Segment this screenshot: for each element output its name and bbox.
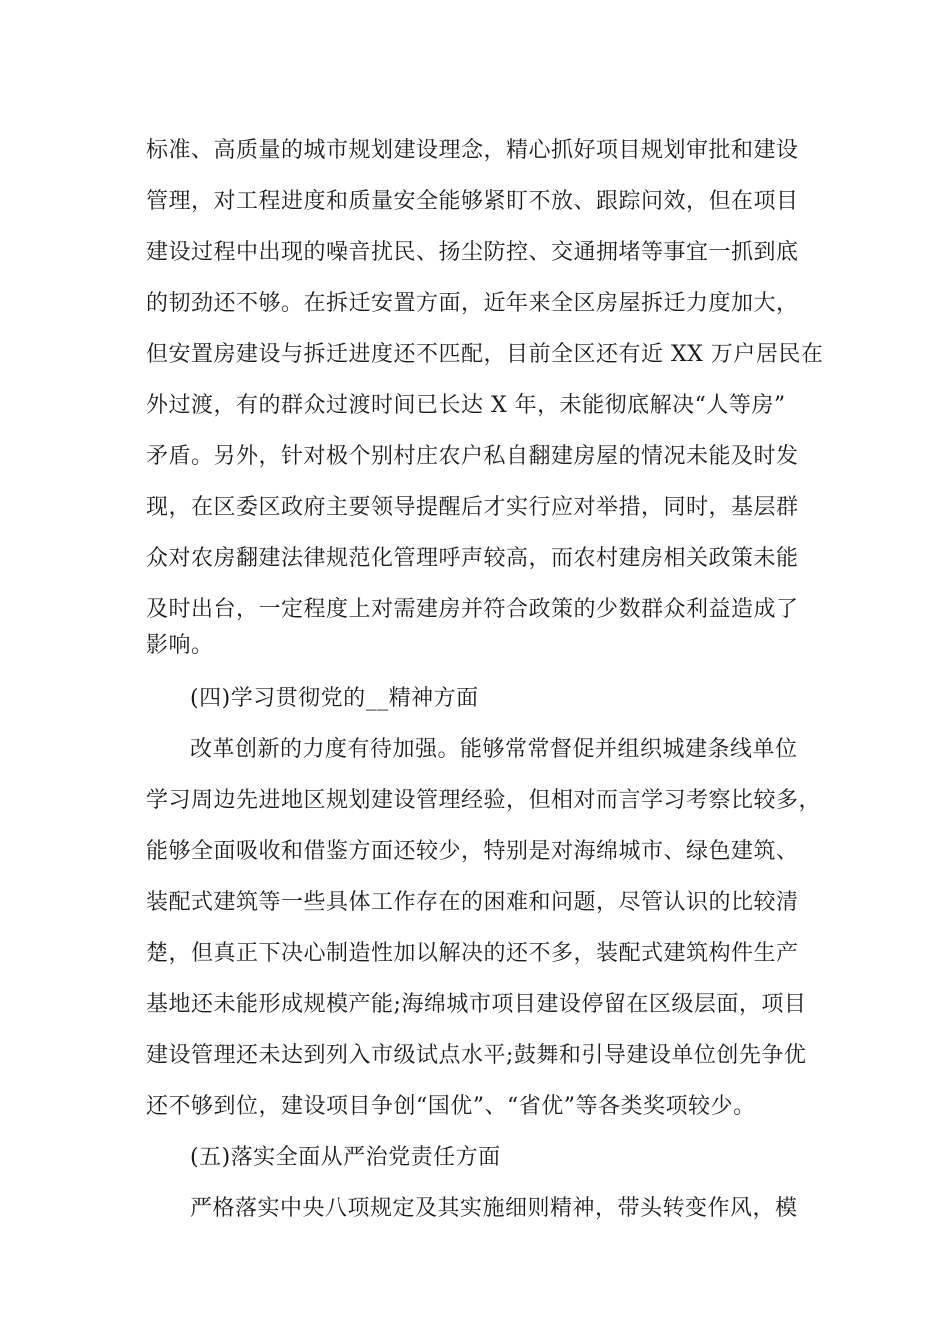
paragraph-line: 管理，对工程进度和质量安全能够紧盯不放、跟踪问效，但在项目 [146, 189, 799, 214]
paragraph-line: 标准、高质量的城市规划建设理念，精心抓好项目规划审批和建设 [146, 138, 799, 163]
paragraph-line: 能够全面吸收和借鉴方面还较少，特别是对海绵城市、绿色建筑、 [146, 839, 799, 864]
section-heading-5: (五)落实全面从严治党责任方面 [190, 1145, 501, 1170]
paragraph-line: 的韧劲还不够。在拆迁安置方面，近年来全区房屋拆迁力度加大， [146, 291, 799, 316]
paragraph-line: 外过渡，有的群众过渡时间已长达 X 年，未能彻底解决“人等房” [146, 393, 786, 418]
paragraph-line: 建设过程中出现的噪音扰民、扬尘防控、交通拥堵等事宜一抓到底 [146, 240, 799, 265]
paragraph-line: 及时出台，一定程度上对需建房并符合政策的少数群众利益造成了 [146, 597, 799, 622]
paragraph-line: 建设管理还未达到列入市级试点水平;鼓舞和引导建设单位创先争优 [146, 1043, 807, 1068]
paragraph-line: 矛盾。另外，针对极个别村庄农户私自翻建房屋的情况未能及时发 [146, 444, 799, 469]
paragraph-line: 基地还未能形成规模产能;海绵城市项目建设停留在区级层面，项目 [146, 992, 807, 1017]
section-heading-4: (四)学习贯彻党的__精神方面 [190, 686, 479, 711]
paragraph-line: 现，在区委区政府主要领导提醒后才实行应对举措，同时，基层群 [146, 495, 799, 520]
paragraph-line: 还不够到位，建设项目争创“国优”、“省优”等各类奖项较少。 [146, 1094, 756, 1119]
paragraph-line: 影响。 [146, 633, 214, 658]
paragraph-line: 改革创新的力度有待加强。能够常常督促并组织城建条线单位 [190, 737, 798, 762]
paragraph-line: 严格落实中央八项规定及其实施细则精神，带头转变作风，模 [190, 1196, 798, 1221]
paragraph-line: 学习周边先进地区规划建设管理经验，但相对而言学习考察比较多， [146, 788, 822, 813]
paragraph-line: 但安置房建设与拆迁进度还不匹配，目前全区还有近 XX 万户居民在 [146, 342, 824, 367]
paragraph-line: 装配式建筑等一些具体工作存在的困难和问题，尽管认识的比较清 [146, 890, 799, 915]
paragraph-line: 众对农房翻建法律规范化管理呼声较高，而农村建房相关政策未能 [146, 546, 799, 571]
paragraph-line: 楚，但真正下决心制造性加以解决的还不多，装配式建筑构件生产 [146, 941, 799, 966]
